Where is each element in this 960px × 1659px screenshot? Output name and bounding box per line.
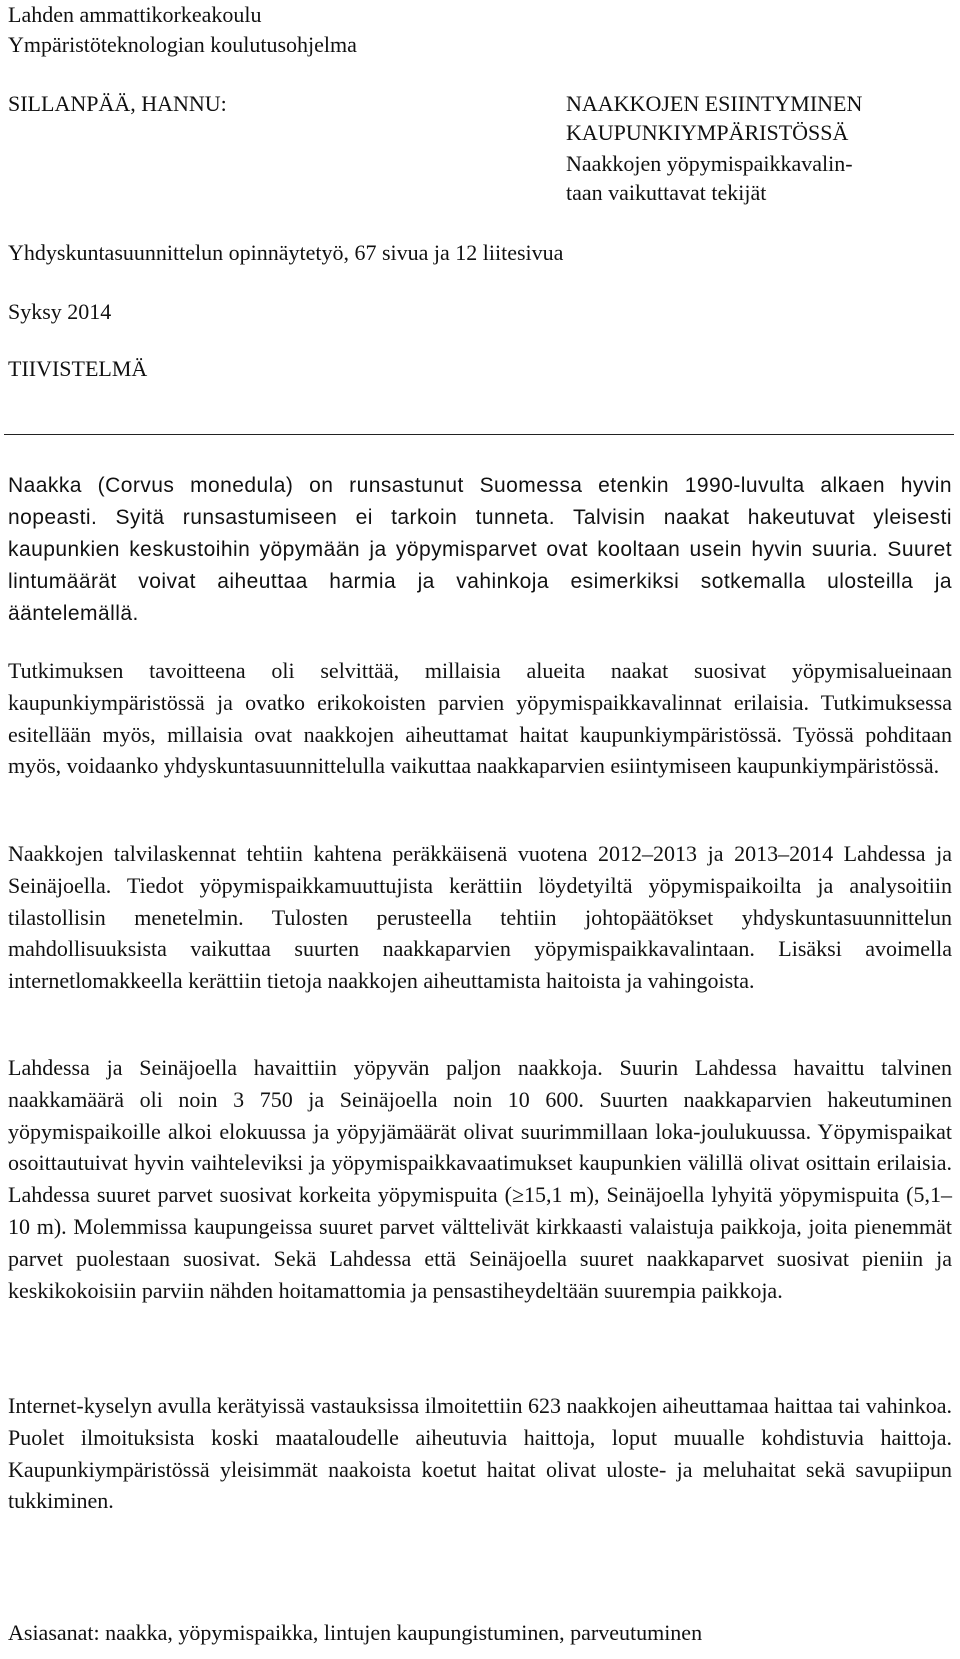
abstract-paragraph: Naakka (Corvus monedula) on runsastunut Suomessa etenkin 1990-luvulta alkaen hyvin nopeasti. Syitä runsastumiseen ei tarkoin tunneta. Talvisin naakat hakeutuvat yleisesti kaupunkien keskustoihin yöpymään ja yöpymisparvet ovat kooltaan usein hyvin suuria. Suuret lintumäärät voivat aiheuttaa harmia ja vahinkoja esimerkiksi sotkemalla ulosteilla ja ääntelemällä.	[8, 474, 952, 625]
thesis-subtitle-line: Naakkojen yöpymispaikkavalin-	[566, 151, 853, 176]
thesis-subtitle-line: taan vaikuttavat tekijät	[566, 180, 767, 205]
institution-name: Lahden ammattikorkeakoulu	[8, 2, 262, 27]
horizontal-divider	[4, 434, 954, 435]
term: Syksy 2014	[8, 299, 112, 324]
abstract-paragraph: Lahdessa ja Seinäjoella havaittiin yöpyvän paljon naakkoja. Suurin Lahdessa havaittu talvinen naakkamäärä oli noin 3 750 ja Seinäjoella noin 10 600. Suurten naakkaparvien hakeutuminen yöpymispaikoille alkoi elokuussa ja yöpyjämäärät olivat suurimmillaan loka-joulukuussa. Yöpymispaikat osoittautuivat hyvin vaihteleviksi ja yöpymispaikkavaatimukset kaupunkien välillä olivat osittain erilaisia. Lahdessa suuret parvet suosivat korkeita yöpymispuita (≥15,1 m), Seinäjoella lyhyitä yöpymispuita (5,1–10 m). Molemmissa kaupungeissa suuret parvet välttelivät kirkkaasti valaistuja paikkoja, joita pienemmät parvet puolestaan suosivat. Sekä Lahdessa että Seinäjoella suuret naakkaparvet suosivat pieniin ja keskikokoisiin parviin nähden hoitamattomia ja pensastiheydeltään suurempia paikkoja.	[8, 1055, 952, 1303]
thesis-info: Yhdyskuntasuunnittelun opinnäytetyö, 67 sivua ja 12 liitesivua	[8, 240, 564, 265]
section-heading: TIIVISTELMÄ	[8, 356, 148, 381]
keywords: Asiasanat: naakka, yöpymispaikka, lintujen kaupungistuminen, parveutuminen	[8, 1620, 703, 1645]
thesis-title-line: NAAKKOJEN ESIINTYMINEN	[566, 91, 863, 116]
abstract-paragraph: Naakkojen talvilaskennat tehtiin kahtena peräkkäisenä vuotena 2012–2013 ja 2013–2014 Lahdessa ja Seinäjoella. Tiedot yöpymispaikkamuuttujista kerättiin löydetyiltä yöpymispaikoilta ja analysoitiin tilastollisin menetelmin. Tulosten perusteella tehtiin johtopäätökset yhdyskuntasuunnittelun mahdollisuuksista vaikuttaa suurten naakkaparvien yöpymispaikkavalintaan. Lisäksi avoimella internetlomakkeella kerättiin tietoja naakkojen aiheuttamista haitoista ja vahingoista.	[8, 841, 952, 994]
abstract-paragraph: Tutkimuksen tavoitteena oli selvittää, millaisia alueita naakat suosivat yöpymisalueinaan kaupunkiympäristössä ja ovatko erikokoisten parvien yöpymispaikkavalinnat erilaisia. Tutkimuksessa esitellään myös, millaisia ovat naakkojen aiheuttamat haitat kaupunkiympäristössä. Työssä pohditaan myös, voidaanko yhdyskuntasuunnittelulla vaikuttaa naakkaparvien esiintymiseen kaupunkiympäristössä.	[8, 658, 952, 779]
degree-programme: Ympäristöteknologian koulutusohjelma	[8, 32, 357, 57]
author-name: SILLANPÄÄ, HANNU:	[8, 91, 227, 116]
abstract-paragraph: Internet-kyselyn avulla kerätyissä vastauksissa ilmoitettiin 623 naakkojen aiheuttamaa haittaa tai vahinkoa. Puolet ilmoituksista koski maataloudelle aiheutuvia haittoja, loput muualle kohdistuvia haittoja. Kaupunkiympäristössä yleisimmät naakoista koetut haitat olivat uloste- ja meluhaitat sekä savupiipun tukkiminen.	[8, 1393, 952, 1514]
thesis-title-line: KAUPUNKIYMPÄRISTÖSSÄ	[566, 120, 849, 145]
